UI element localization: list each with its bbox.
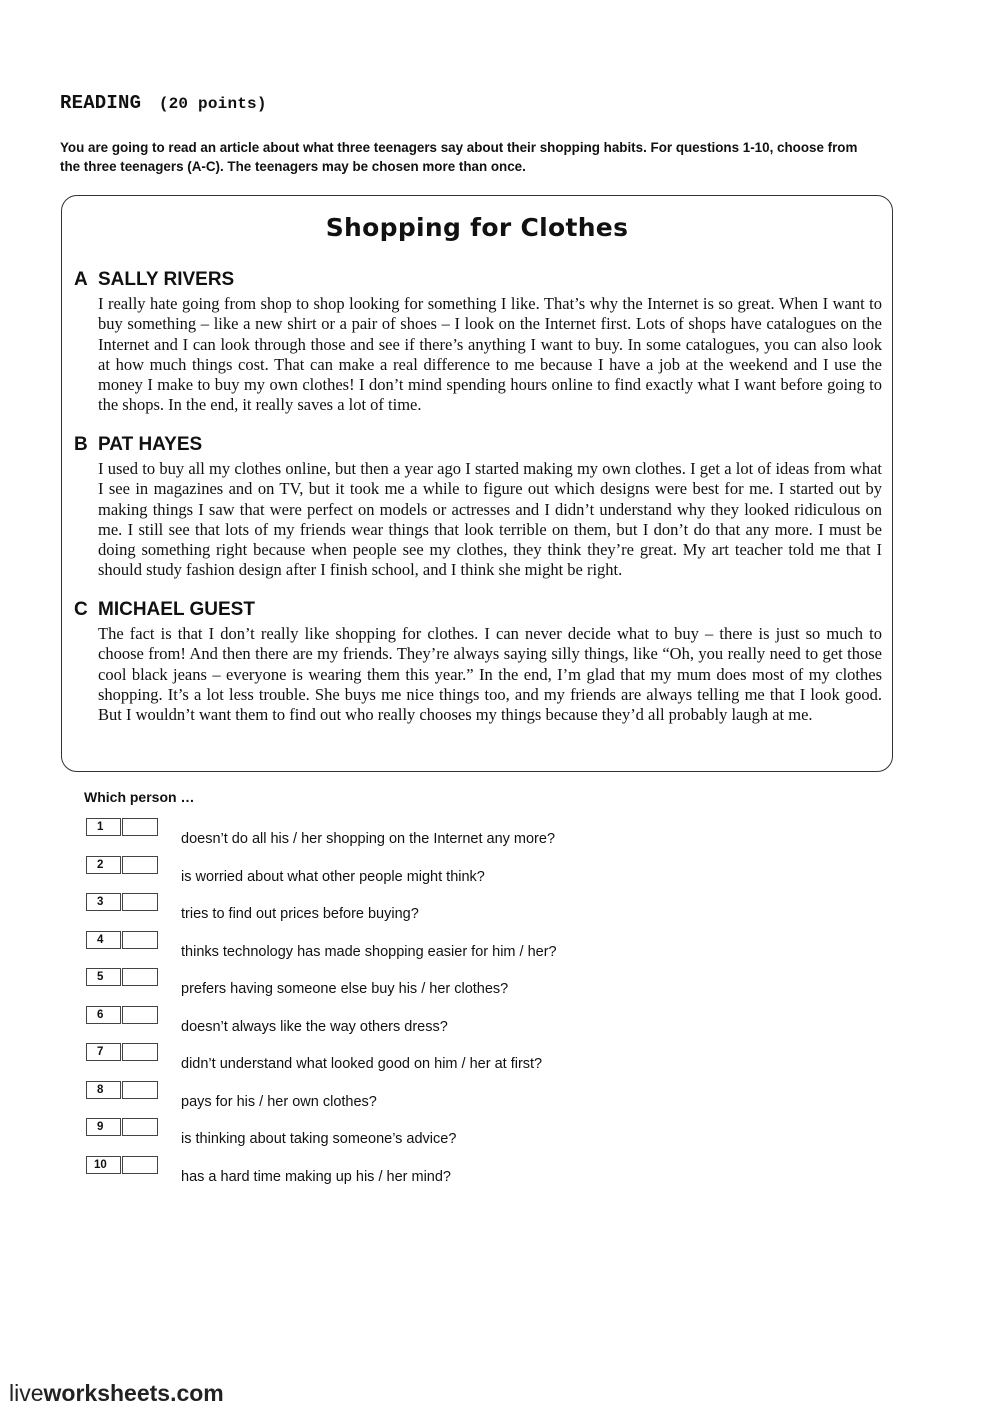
instructions: You are going to read an article about what three teenagers say about their shopping habits. For questions 1-10, choose from the three teenagers (A-C). The teenagers may be chosen more than once.: [60, 140, 858, 174]
question-number: 10: [86, 1156, 121, 1174]
question-row: [86, 931, 706, 963]
question-row: [86, 818, 706, 850]
answer-box[interactable]: [122, 1156, 158, 1174]
question-text: pays for his / her own clothes?: [181, 1093, 377, 1110]
question-number: 5: [86, 968, 121, 986]
article-title: Shopping for Clothes: [325, 213, 629, 242]
logo-live: live: [9, 1380, 44, 1406]
section-points: (20 points): [158, 95, 267, 113]
person-b: [74, 433, 884, 581]
question-number: 9: [86, 1118, 121, 1136]
question-text: prefers having someone else buy his / her clothes?: [181, 981, 509, 997]
answer-box[interactable]: [122, 931, 158, 949]
question-row: [86, 968, 706, 1000]
question-text: doesn’t do all his / her shopping on the Internet any more?: [181, 831, 556, 847]
question-row: [86, 1081, 706, 1113]
question-row: [86, 1156, 706, 1188]
person-heading: [74, 433, 884, 459]
answer-box[interactable]: [122, 1043, 158, 1061]
logo-worksheets: worksheets.com: [43, 1380, 224, 1406]
question-text: has a hard time making up his / her mind?: [181, 1168, 451, 1185]
person-text: I used to buy all my clothes online, but then a year ago I started making my own clothes. I get a lot of ideas from what I see in magazines and on TV, but it took me a while to figure out which designs were best for me. I started out by making things I saw that were perfect on models or actresses and I didn’t understand why they looked ridiculous on me. I still see that lots of my friends wear things that look terrible on them, but I don’t do that any more. I must be doing something right because when people see my clothes, they think they’re great. My art teacher told me that I should study fashion design after I finish school, and I think she might be right.: [98, 459, 882, 580]
question-number: 3: [86, 893, 121, 911]
person-heading: [74, 598, 884, 624]
quiz-prompt: Which person …: [84, 789, 195, 805]
answer-box[interactable]: [122, 1006, 158, 1024]
person-a: [74, 268, 884, 416]
answer-box[interactable]: [122, 968, 158, 986]
question-number: 4: [86, 931, 121, 949]
question-text: thinks technology has made shopping easier for him / her?: [181, 943, 557, 960]
question-row: [86, 856, 706, 888]
question-row: [86, 893, 706, 925]
person-letter: C: [74, 599, 88, 620]
article-box: [61, 195, 893, 772]
liveworksheets-logo: [9, 1380, 224, 1407]
question-number: 8: [86, 1081, 121, 1099]
question-number: 7: [86, 1043, 121, 1061]
person-text: The fact is that I don’t really like shopping for clothes. I can never decide what to buy – there is just so much to choose from! And then there are my friends. They’re always saying silly things, like “Oh, you really need to get those cool black jeans – everyone is wearing them this year.” In the end, I’m glad that my mum does most of my clothes shopping. It’s a lot less trouble. She buys me nice things too, and my friends are always telling me that I look good. But I wouldn’t want them to find out who really chooses my things because they’d all probably laugh at me.: [98, 624, 882, 725]
answer-box[interactable]: [122, 818, 158, 836]
person-heading: [74, 268, 884, 294]
question-text: tries to find out prices before buying?: [181, 906, 419, 922]
question-text: didn’t understand what looked good on him / her at first?: [181, 1056, 543, 1072]
answer-box[interactable]: [122, 856, 158, 874]
person-c: [74, 598, 884, 725]
person-letter: A: [74, 269, 88, 290]
question-text: is thinking about taking someone’s advice?: [181, 1131, 457, 1147]
question-row: [86, 1006, 706, 1038]
person-name: MICHAEL GUEST: [98, 599, 255, 620]
person-text: I really hate going from shop to shop looking for something I like. That’s why the Internet is so great. When I want to buy something – like a new shirt or a pair of shoes – I look on the Internet first. Lots of shops have catalogues on the Internet and I can look through those and see if there’s anything I want to buy. In some catalogues, you can also look at how much things cost. That can make a real difference to me because I have a job at the weekend and I use the money I make to buy my own clothes! I don’t mind spending hours online to find exactly what I want before going to the shops. In the end, it really saves a lot of time.: [98, 294, 882, 415]
question-number: 6: [86, 1006, 121, 1024]
question-row: [86, 1043, 706, 1075]
question-text: is worried about what other people might think?: [181, 868, 485, 885]
question-row: [86, 1118, 706, 1150]
section-title: READING: [60, 92, 142, 114]
person-letter: B: [74, 434, 88, 455]
answer-box[interactable]: [122, 893, 158, 911]
question-number: 2: [86, 856, 121, 874]
person-name: PAT HAYES: [98, 434, 203, 455]
section-heading: [60, 92, 267, 114]
question-number: 1: [86, 818, 121, 836]
answer-box[interactable]: [122, 1118, 158, 1136]
question-text: doesn’t always like the way others dress?: [181, 1018, 448, 1035]
answer-box[interactable]: [122, 1081, 158, 1099]
person-name: SALLY RIVERS: [98, 269, 235, 290]
